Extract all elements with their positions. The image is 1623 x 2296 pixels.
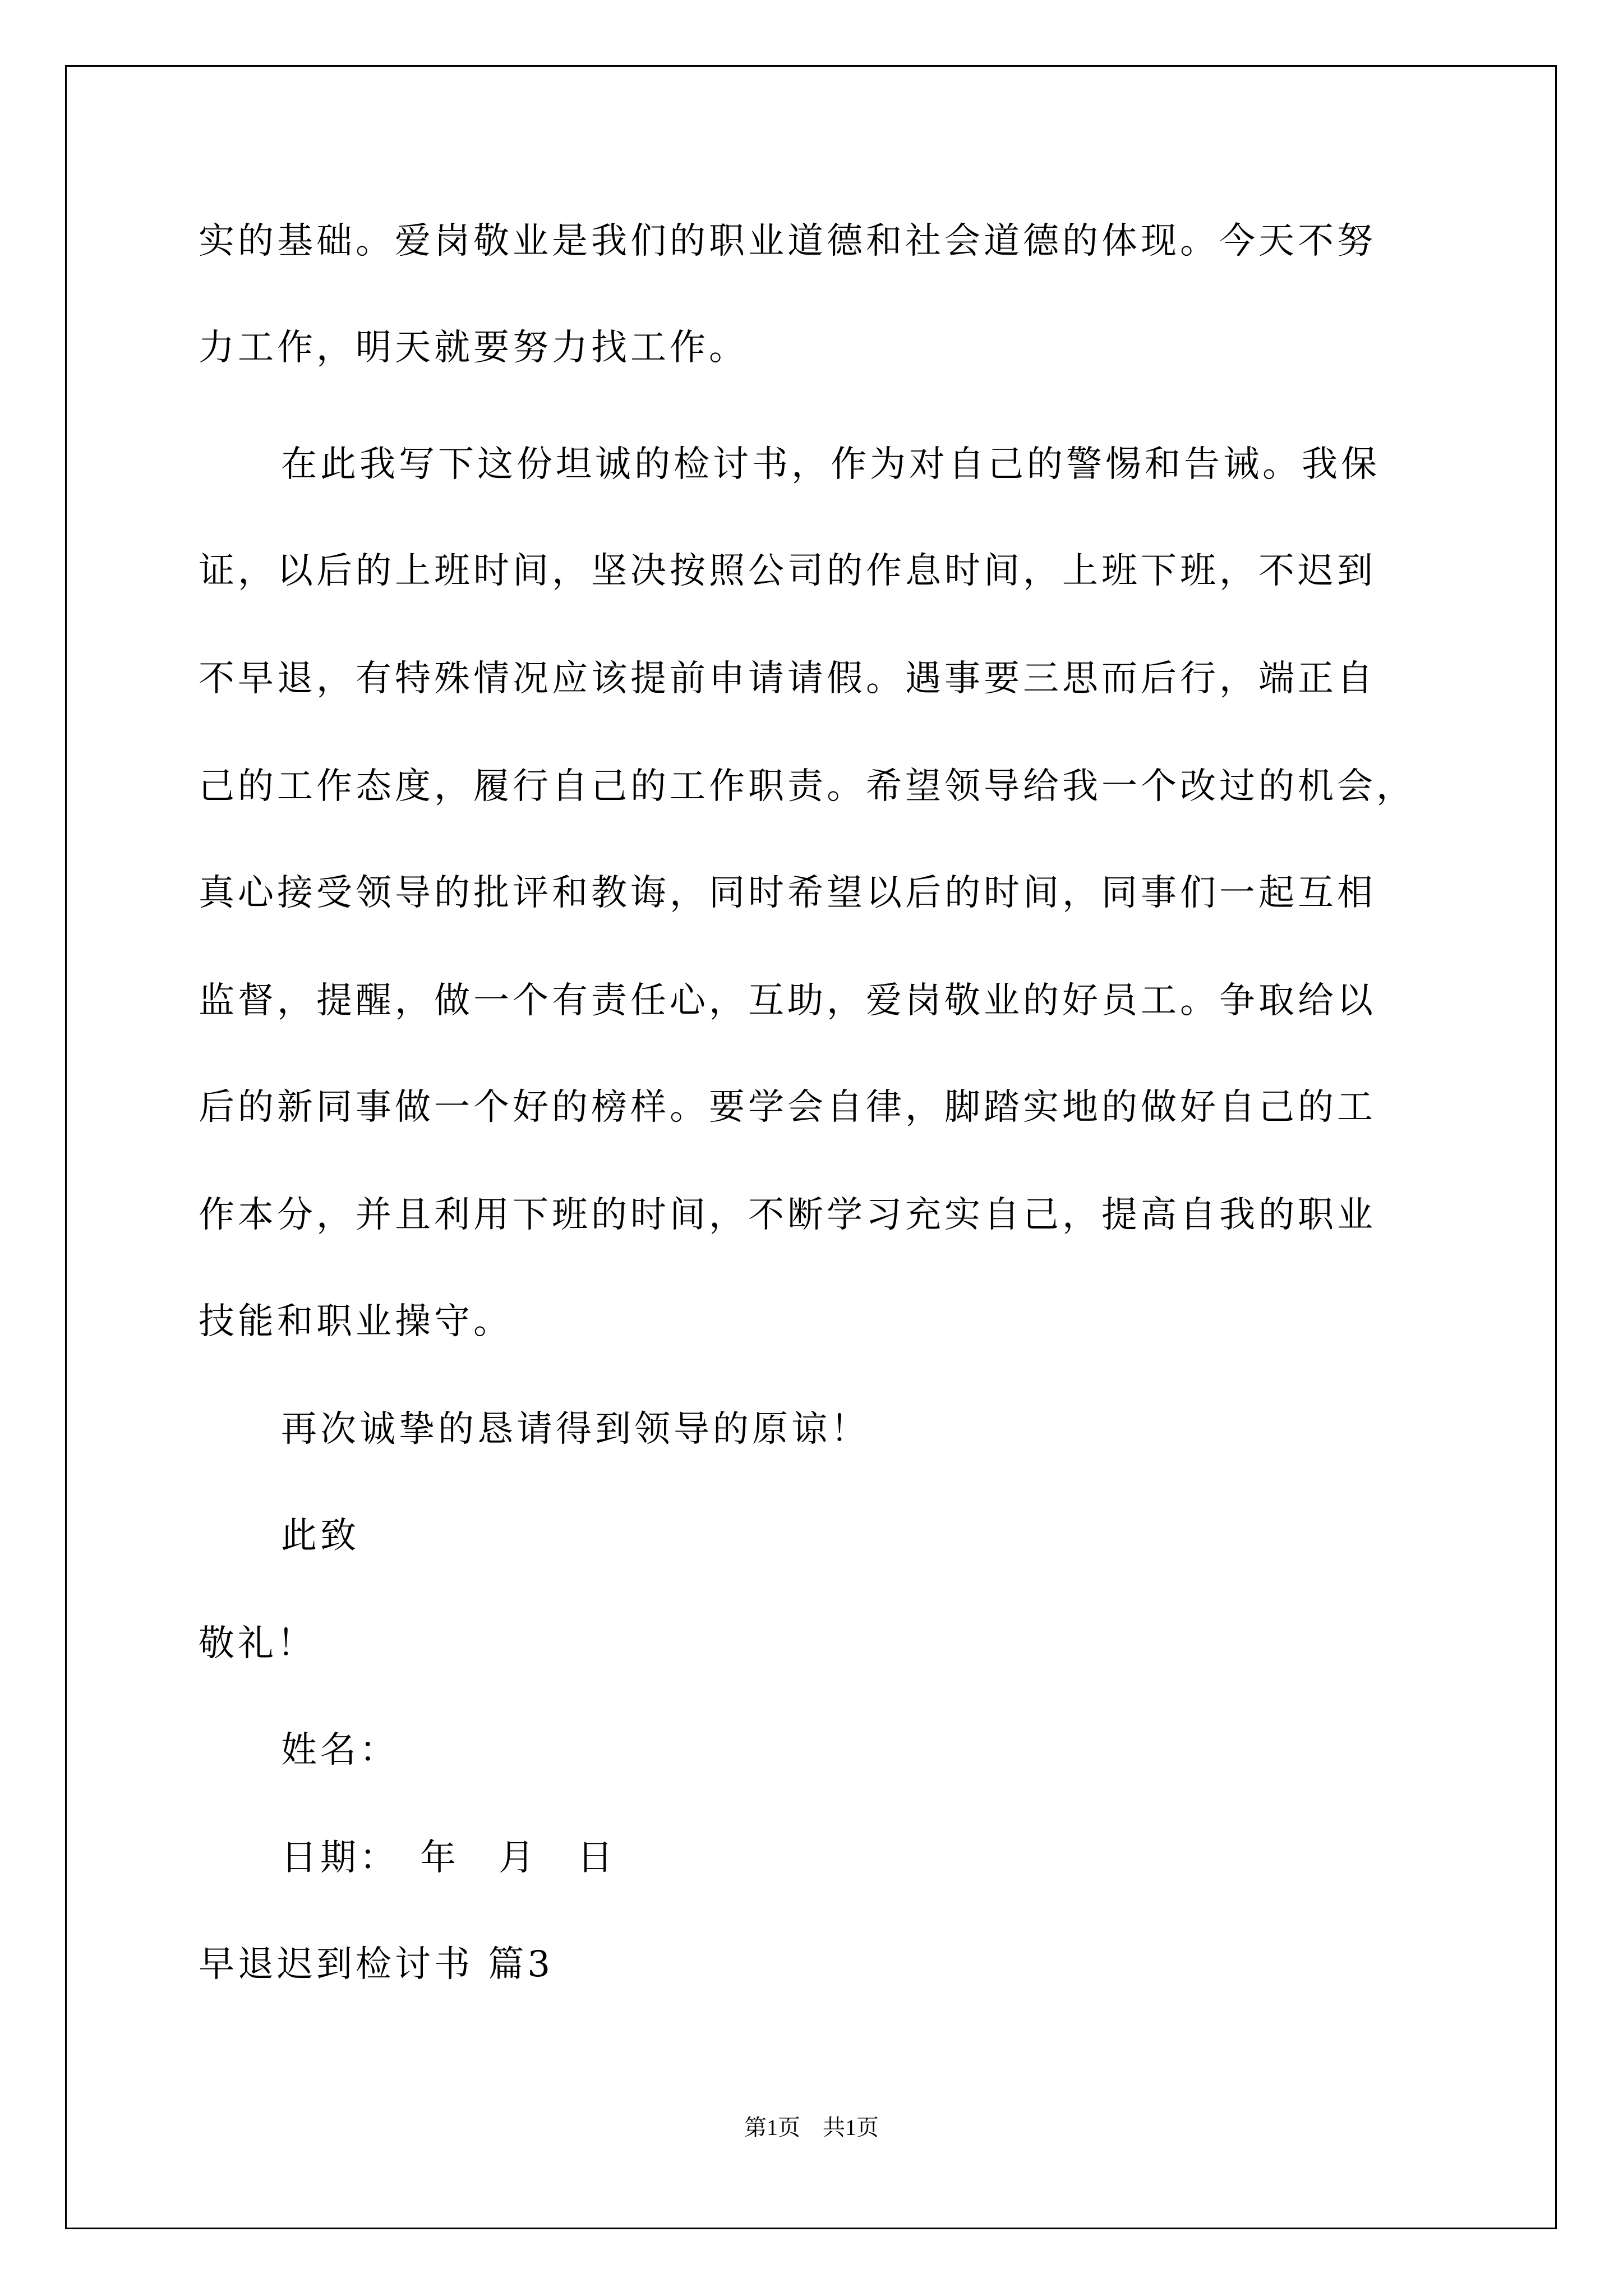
text-line: 在此我写下这份坦诚的检讨书，作为对自己的警惕和告诫。我保 xyxy=(281,444,1380,485)
text-line: 证，以后的上班时间，坚决按照公司的作息时间，上班下班，不迟到 xyxy=(199,550,1376,592)
salutation-closing: 此致 xyxy=(281,1515,359,1557)
text-line: 监督，提醒，做一个有责任心，互助，爱岗敬业的好员工。争取给以 xyxy=(199,980,1376,1022)
text-line: 作本分，并且利用下班的时间，不断学习充实自己，提高自我的职业 xyxy=(199,1194,1376,1236)
text-line: 力工作，明天就要努力找工作。 xyxy=(199,327,748,369)
signature-date-label: 日期： 年 月 日 xyxy=(281,1837,616,1879)
text-line: 再次诚挚的恳请得到领导的原谅！ xyxy=(281,1409,870,1450)
text-line: 真心接受领导的批评和教诲，同时希望以后的时间，同事们一起互相 xyxy=(199,872,1376,914)
text-line: 实的基础。爱岗敬业是我们的职业道德和社会道德的体现。今天不努 xyxy=(199,220,1376,262)
text-line: 后的新同事做一个好的榜样。要学会自律，脚踏实地的做好自己的工 xyxy=(199,1087,1376,1128)
section-heading: 早退迟到检讨书 篇3 xyxy=(199,1944,554,1985)
text-line: 己的工作态度，履行自己的工作职责。希望领导给我一个改过的机会， xyxy=(199,766,1415,807)
text-line: 不早退，有特殊情况应该提前申请请假。遇事要三思而后行，端正自 xyxy=(199,658,1376,700)
page-border xyxy=(65,65,1557,2229)
salutation-regards: 敬礼！ xyxy=(199,1623,316,1664)
text-line: 技能和职业操守。 xyxy=(199,1301,513,1342)
page-number: 第1页 共1页 xyxy=(744,2115,879,2140)
signature-name-label: 姓名： xyxy=(281,1729,399,1771)
